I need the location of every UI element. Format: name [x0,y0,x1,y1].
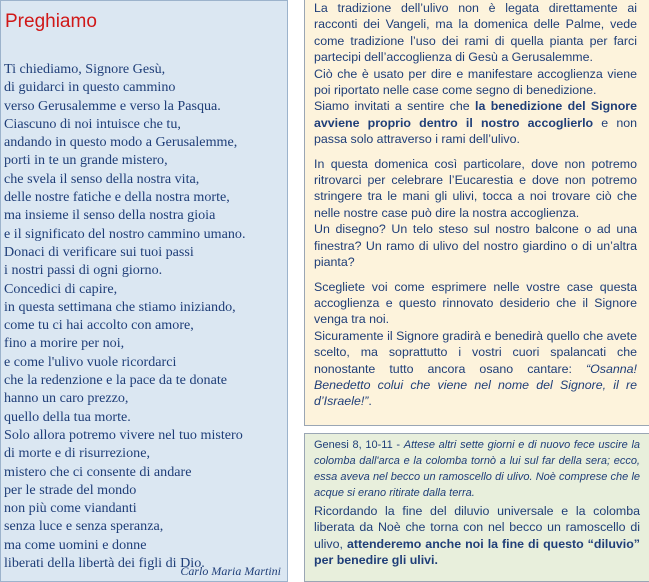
reflection-paragraph-1: La tradizione dell’ulivo non è legata direttamente ai racconti dei Vangeli, ma la domenica delle Palme, vede come tradizione l’uso dei rami di quella pianta per farci partecipi dell’accoglienza di Gesù a Gerusalemme. Ciò che è usato per dire e manifestare accoglienza viene poi riportato nelle case come segno di benedizione. Siamo invitati a sentire che la benedizione del Signore avviene proprio dentro il nostro accoglierlo e non passa solo attraverso i rami dell’ulivo. [314,1,638,147]
prayer-line: Concedici di capire, [4,280,118,297]
prayer-line: quello della tua morte. [4,408,131,425]
genesis-reflection: Ricordando la fine del diluvio universale e la colomba liberata da Noè che torna con nel becco un ramoscello di ulivo, attenderemo anche noi la fine di questo “diluvio” per benedire gli ulivi. [314,504,641,568]
prayer-line: di morte e di risurrezione, [4,445,150,462]
scripture-verse: Attese altri sette giorni e di nuovo fece uscire la colomba dall'arca e la colomba tornò a lui sul far della sera; ecco, essa aveva nel becco un ramoscello di ulivo. Noè comprese che le acque si erano ritirate dalla terra. [314,439,641,499]
prayer-line: senza luce e senza speranza, [4,518,164,535]
reflection-paragraph-3: Scegliete voi come esprimere nelle vostre case questa accoglienza e questo rinnovato desiderio che il Signore venga tra noi. Sicuramente il Signore gradirà e benedirà quello che avete scelto, ma soprattutto i vostri cuori spalancati che nonostante tutto ancora osano cantare: “Osanna! Benedetto colui che viene nel nome del Signore, il re d’Israele!”. [314,279,637,409]
prayer-line: in questa settimana che stiamo iniziando, [4,298,236,315]
prayer-line: come tu ci hai accolto con amore, [4,317,194,334]
prayer-line: mistero che ci consente di andare [4,463,192,480]
prayer-text [4,60,286,572]
prayer-line: hanno un caro prezzo, [4,390,129,407]
prayer-line: per le strade del mondo [4,481,137,498]
prayer-line: che la redenzione e la pace da te donate [4,372,228,389]
prayer-line: ma insieme il senso della nostra gioia [4,207,216,224]
prayer-line: Ciascuno di noi intuisce che tu, [4,115,181,132]
prayer-title: Preghiamo [5,11,97,32]
prayer-line: Ti chiediamo, Signore Gesù, [4,61,166,77]
prayer-line: ma come uomini e donne [4,536,147,553]
prayer-line: Donaci di verificare sui tuoi passi [4,243,194,260]
prayer-line: liberati della libertà dei figli di Dio. [4,555,205,572]
prayer-line: Solo allora potremo vivere nel tuo mistero [4,426,243,443]
prayer-line: i nostri passi di ogni giorno. [4,262,163,279]
palm-sunday-reflection-box [304,0,649,426]
prayer-line: andando in questo modo a Gerusalemme, [4,134,238,151]
hosanna-quote: “Osanna! Benedetto colui che viene nel nome del Signore, il re d’Israele!” [314,361,637,409]
reflection-paragraph-2: In questa domenica così particolare, dove non potremo ritrovarci per celebrare l’Eucarestia e dove non potremo stringere tra le mani gli ulivi, tocca a noi trovare ciò che nelle nostre case può dire la nostra accoglienza. Un disegno? Un telo steso sul nostro balcone o ad una finestra? Un ramo di ulivo del nostro giardino o di un’altra pianta? [314,156,637,270]
blessing-emphasis: la benedizione del Signore avviene proprio dentro il nostro accoglierlo [314,99,637,130]
prayer-line: porti in te un grande mistero, [4,152,168,169]
prayer-line: delle nostre fatiche e della nostra morte, [4,189,230,206]
prayer-line: fino a morire per noi, [4,335,125,352]
prayer-author: Carlo Maria Martini [180,564,281,578]
prayer-line: e il significato del nostro cammino umano. [4,225,246,242]
prayer-panel [0,0,288,582]
scripture-reference: Genesi 8, 10-11 - [314,439,404,451]
prayer-line: non più come viandanti [4,500,137,517]
flood-emphasis: attenderemo anche noi la fine di questo “diluvio” per benedire gli ulivi. [314,536,641,568]
genesis-scripture [314,437,640,501]
prayer-line: di guidarci in questo cammino [4,79,176,96]
prayer-line: e come l'ulivo vuole ricordarci [4,353,177,370]
genesis-box [304,433,649,582]
prayer-line: che svela il senso della nostra vita, [4,170,200,187]
prayer-line: verso Gerusalemme e verso la Pasqua. [4,97,221,114]
